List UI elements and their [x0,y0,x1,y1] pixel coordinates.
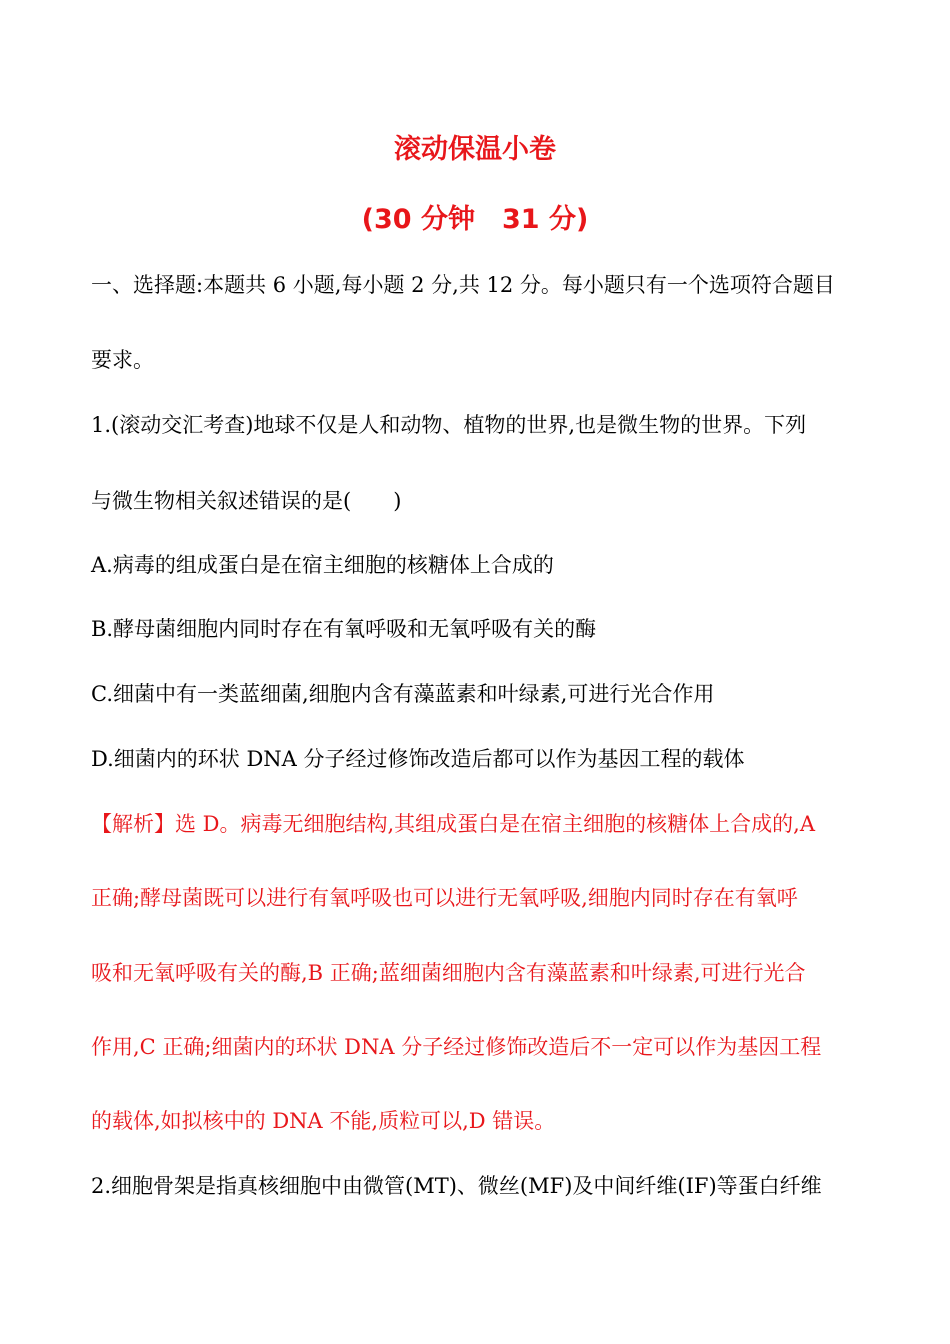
question1-stem-line-2: 与微生物相关叙述错误的是( ) [91,489,402,513]
question1-option-c: C.细菌中有一类蓝细菌,细胞内含有藻蓝素和叶绿素,可进行光合作用 [91,682,715,706]
question1-analysis-line-4: 作用,C 正确;细菌内的环状 DNA 分子经过修饰改造后不一定可以作为基因工程 [91,1035,822,1059]
question1-analysis-line-3: 吸和无氧呼吸有关的酶,B 正确;蓝细菌细胞内含有藻蓝素和叶绿素,可进行光合 [91,961,806,985]
question1-analysis-line-2: 正确;酵母菌既可以进行有氧呼吸也可以进行无氧呼吸,细胞内同时存在有氧呼 [91,886,798,910]
question1-option-a: A.病毒的组成蛋白是在宿主细胞的核糖体上合成的 [91,553,554,577]
question2-stem-line-1: 2.细胞骨架是指真核细胞中由微管(MT)、微丝(MF)及中间纤维(IF)等蛋白纤维 [91,1174,822,1198]
page-title: 滚动保温小卷 [394,134,556,165]
question1-analysis-line-1: 【解析】选 D。病毒无细胞结构,其组成蛋白是在宿主细胞的核糖体上合成的,A [91,812,816,836]
page-subtitle: (30 分钟 31 分) [361,204,589,235]
question1-option-b: B.酵母菌细胞内同时存在有氧呼吸和无氧呼吸有关的酶 [91,617,597,641]
section-instruction-line-1: 一、选择题:本题共 6 小题,每小题 2 分,共 12 分。每小题只有一个选项符合题目 [91,273,835,297]
question1-option-d: D.细菌内的环状 DNA 分子经过修饰改造后都可以作为基因工程的载体 [91,747,745,771]
section-instruction-line-2: 要求。 [91,348,154,372]
question1-stem-line-1: 1.(滚动交汇考查)地球不仅是人和动物、植物的世界,也是微生物的世界。下列 [91,413,807,437]
question1-analysis-line-5: 的载体,如拟核中的 DNA 不能,质粒可以,D 错误。 [91,1109,556,1133]
